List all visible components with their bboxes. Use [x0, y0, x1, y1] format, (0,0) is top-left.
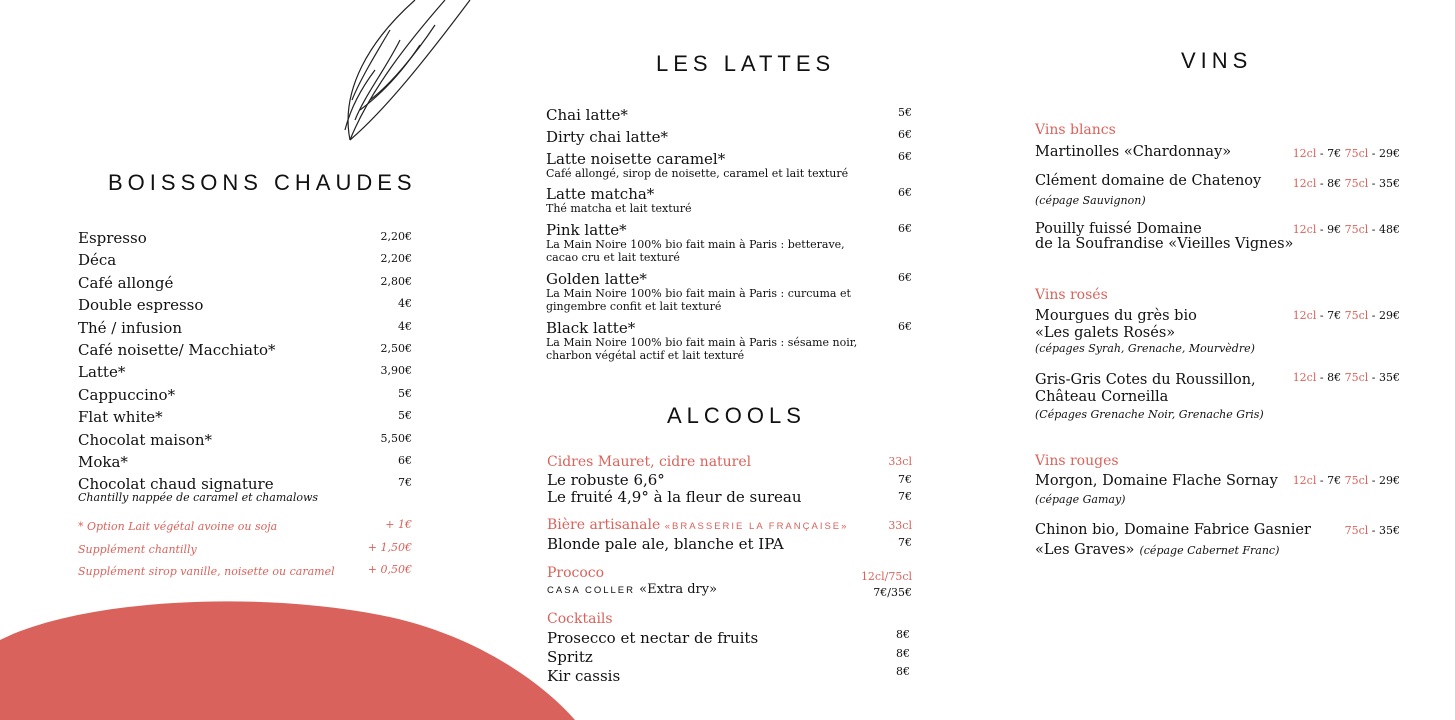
wine-glass-unit: 12cl [1292, 474, 1317, 487]
wine-name: Mourgues du grès bio [1035, 308, 1197, 324]
menu-row [78, 408, 412, 430]
hot-drinks-title: BOISSONS CHAUDES [108, 170, 417, 195]
wine-bottle-price: - 35€ [1368, 524, 1400, 537]
menu-item-price: 4€ [398, 297, 412, 311]
menu-item-price: 5€ [398, 409, 412, 423]
wine-glass-price: - 7€ [1316, 474, 1345, 487]
wine-desc: (cépage Cabernet Franc) [1139, 544, 1280, 557]
biere-brand: «BRASSERIE LA FRANÇAISE» [664, 521, 849, 532]
extra-price: + 1€ [385, 518, 412, 531]
menu-item-desc: La Main Noire 100% bio fait main à Paris : sésame noir, [546, 336, 858, 349]
wine-glass-unit: 12cl [1292, 147, 1317, 160]
extra-name: Supplément sirop vanille, noisette ou caramel [78, 565, 335, 578]
wine-price [1250, 147, 1400, 160]
extra-name: Supplément chantilly [78, 542, 197, 556]
wine-bottle-price: - 29€ [1368, 309, 1400, 322]
menu-item-name: Café allongé [78, 273, 174, 292]
menu-item-price: 5,50€ [380, 431, 412, 445]
wine-glass-unit: 12cl [1292, 177, 1317, 190]
wine-name: Chinon bio, Domaine Fabrice Gasnier [1035, 522, 1311, 538]
wine-bottle-price: - 29€ [1368, 474, 1400, 487]
wine-bottle-unit: 75cl [1344, 474, 1369, 487]
wine-name: Morgon, Domaine Flache Sornay [1035, 473, 1278, 489]
menu-item-name: Chocolat maison* [78, 430, 212, 449]
cocktails-section-title: Cocktails [547, 611, 613, 627]
alcools-title: ALCOOLS [667, 403, 806, 428]
menu-item-name: Chai latte* [546, 106, 628, 124]
wine-name-line2: «Les Graves» [1035, 542, 1135, 558]
cidre-unit: 33cl [888, 455, 912, 468]
cidre-section-title: Cidres Mauret, cidre naturel [547, 454, 752, 470]
extra-price: + 1,50€ [367, 540, 412, 554]
menu-row [78, 386, 412, 408]
wine-bottle-unit: 75cl [1344, 371, 1369, 384]
menu-item-desc: cacao cru et lait texturé [546, 251, 680, 264]
extra-row [78, 540, 412, 566]
wine-name: Clément domaine de Chatenoy [1035, 173, 1262, 189]
menu-item-price: 5€ [398, 386, 412, 400]
wine-glass-unit: 12cl [1292, 223, 1317, 236]
wine-glass-unit: 12cl [1292, 371, 1317, 384]
cocktail-price: 8€ [896, 647, 910, 660]
menu-row [78, 453, 412, 475]
wine-name: Pouilly fuissé Domaine [1035, 221, 1202, 237]
vins-blancs-title: Vins blancs [1035, 122, 1116, 138]
menu-row [78, 431, 412, 453]
vins-title: VINS [1181, 48, 1253, 73]
wine-desc: (cépage Gamay) [1035, 493, 1126, 506]
prosecco-name: «Extra dry» [639, 582, 718, 597]
menu-item-desc: Chantilly nappée de caramel et chamalows [78, 491, 319, 505]
wine-desc: (Cépages Grenache Noir, Grenache Gris) [1035, 408, 1264, 421]
wine-glass-price: - 7€ [1316, 147, 1345, 160]
wine-price [1250, 177, 1400, 190]
extra-row [78, 520, 412, 543]
menu-item-price: 5€ [898, 106, 912, 119]
menu-item-name: Double espresso [78, 296, 204, 315]
menu-item-price: 6€ [398, 453, 412, 467]
biere-title: Bière artisanale [547, 517, 661, 533]
wine-bottle-price: - 35€ [1368, 371, 1400, 384]
wine-desc: (cépage Sauvignon) [1035, 194, 1146, 207]
menu-item-name: Chocolat chaud signature [78, 475, 274, 494]
cidre-item: Le fruité 4,9° à la fleur de sureau [547, 488, 802, 506]
menu-row [78, 319, 412, 341]
hot-extras [78, 520, 412, 588]
cocktail-item: Prosecco et nectar de fruits [547, 629, 759, 647]
menu-item-name: Espresso [78, 229, 147, 247]
wine-glass-unit: 12cl [1292, 309, 1317, 322]
cidre-item: Le robuste 6,6° [547, 471, 665, 489]
wine-price [1250, 524, 1400, 537]
menu-item-price: 6€ [898, 150, 912, 163]
menu-item-name: Black latte* [546, 319, 636, 337]
cocktail-item: Spritz [547, 648, 593, 666]
menu-item-name: Cappuccino* [78, 385, 176, 404]
prosecco-section-title: Prococo [547, 565, 605, 581]
wine-price [1250, 223, 1400, 236]
wine-bottle-unit: 75cl [1344, 524, 1369, 537]
cocktail-item: Kir cassis [547, 667, 621, 685]
menu-row [78, 475, 412, 505]
extra-row [78, 565, 412, 588]
menu-item-desc: La Main Noire 100% bio fait main à Paris : betterave, [546, 238, 845, 251]
wine-name-line2: de la Soufrandise «Vieilles Vignes» [1035, 236, 1294, 252]
menu-item-desc: La Main Noire 100% bio fait main à Paris : curcuma et [546, 287, 851, 300]
wine-name: Gris-Gris Cotes du Roussillon, [1035, 372, 1256, 388]
wine-bottle-unit: 75cl [1344, 177, 1369, 190]
menu-item-desc: gingembre confit et lait texturé [546, 300, 722, 313]
wine-glass-price: - 9€ [1316, 223, 1345, 236]
hot-drinks-list [78, 229, 412, 505]
prosecco-brand: CASA COLLER [547, 585, 635, 596]
menu-item-price: 2,20€ [380, 230, 412, 243]
menu-item-desc: Café allongé, sirop de noisette, caramel et lait texturé [546, 167, 849, 180]
menu-item-price: 2,50€ [380, 341, 412, 355]
wine-price [1250, 371, 1400, 384]
wine-name-line2-row [1035, 539, 1279, 559]
menu-row [78, 229, 412, 251]
wine-glass-price: - 7€ [1316, 309, 1345, 322]
vins-rouges-title: Vins rouges [1035, 453, 1119, 469]
menu-item-name: Dirty chai latte* [546, 128, 669, 146]
wine-bottle-unit: 75cl [1344, 147, 1369, 160]
biere-section-title [547, 517, 848, 533]
cocktail-price: 8€ [896, 628, 910, 641]
menu-item-price: 6€ [898, 271, 912, 284]
cocktail-price: 8€ [896, 665, 910, 678]
wine-price [1250, 309, 1400, 322]
wine-bottle-price: - 35€ [1368, 177, 1400, 190]
wine-price [1250, 474, 1400, 487]
menu-row [78, 363, 412, 385]
menu-item-desc: Thé matcha et lait texturé [546, 202, 692, 215]
extra-name: * Option Lait végétal avoine ou soja [78, 520, 278, 533]
wine-name: Martinolles «Chardonnay» [1035, 144, 1232, 160]
menu-row [78, 341, 412, 363]
menu-item-price: 2,80€ [380, 274, 412, 288]
wine-glass-price: - 8€ [1316, 177, 1345, 190]
wine-bottle-price: - 48€ [1368, 223, 1400, 236]
menu-item-desc: charbon végétal actif et lait texturé [546, 349, 745, 362]
wine-bottle-unit: 75cl [1344, 223, 1369, 236]
menu-item-price: 6€ [898, 222, 912, 235]
wine-bottle-price: - 29€ [1368, 147, 1400, 160]
wine-bottle-unit: 75cl [1344, 309, 1369, 322]
cidre-price: 7€ [898, 473, 912, 486]
menu-item-name: Thé / infusion [78, 318, 182, 337]
wine-desc: (cépages Syrah, Grenache, Mourvèdre) [1035, 342, 1255, 355]
menu-item-name: Latte noisette caramel* [546, 150, 726, 168]
menu-item-name: Moka* [78, 452, 128, 471]
menu-item-price: 6€ [898, 186, 912, 199]
menu-row [78, 274, 412, 296]
prosecco-price: 7€/35€ [873, 586, 912, 599]
wine-glass-price: - 8€ [1316, 371, 1345, 384]
menu-item-name: Flat white* [78, 408, 163, 427]
menu-item-name: Latte matcha* [546, 185, 655, 203]
menu-item-name: Déca [78, 251, 117, 270]
prosecco-unit: 12cl/75cl [860, 570, 912, 583]
menu-item-price: 3,90€ [380, 364, 412, 378]
biere-unit: 33cl [888, 519, 912, 532]
menu-item-price: 6€ [898, 320, 912, 333]
menu-item-name: Café noisette/ Macchiato* [78, 340, 276, 359]
menu-item-name: Latte* [78, 363, 126, 382]
menu-item-price: 4€ [398, 319, 412, 333]
extra-price: + 0,50€ [367, 563, 412, 576]
menu-item-price: 2,20€ [380, 252, 412, 266]
vins-roses-title: Vins rosés [1035, 287, 1108, 303]
cidre-price: 7€ [898, 490, 912, 503]
menu-item-price: 6€ [898, 128, 912, 141]
prosecco-item [547, 582, 717, 597]
menu-row [78, 251, 412, 273]
leaf-line-drawing-icon [330, 0, 480, 145]
biere-price: 7€ [898, 536, 912, 549]
wine-name-line2: «Les galets Rosés» [1035, 325, 1176, 341]
menu-item-price: 7€ [398, 476, 412, 490]
menu-row [78, 296, 412, 318]
menu-item-name: Pink latte* [546, 221, 627, 239]
biere-item: Blonde pale ale, blanche et IPA [547, 535, 784, 553]
menu-item-name: Golden latte* [546, 270, 647, 288]
wine-name-line2: Château Corneilla [1035, 389, 1169, 405]
lattes-title: LES LATTES [656, 51, 836, 76]
